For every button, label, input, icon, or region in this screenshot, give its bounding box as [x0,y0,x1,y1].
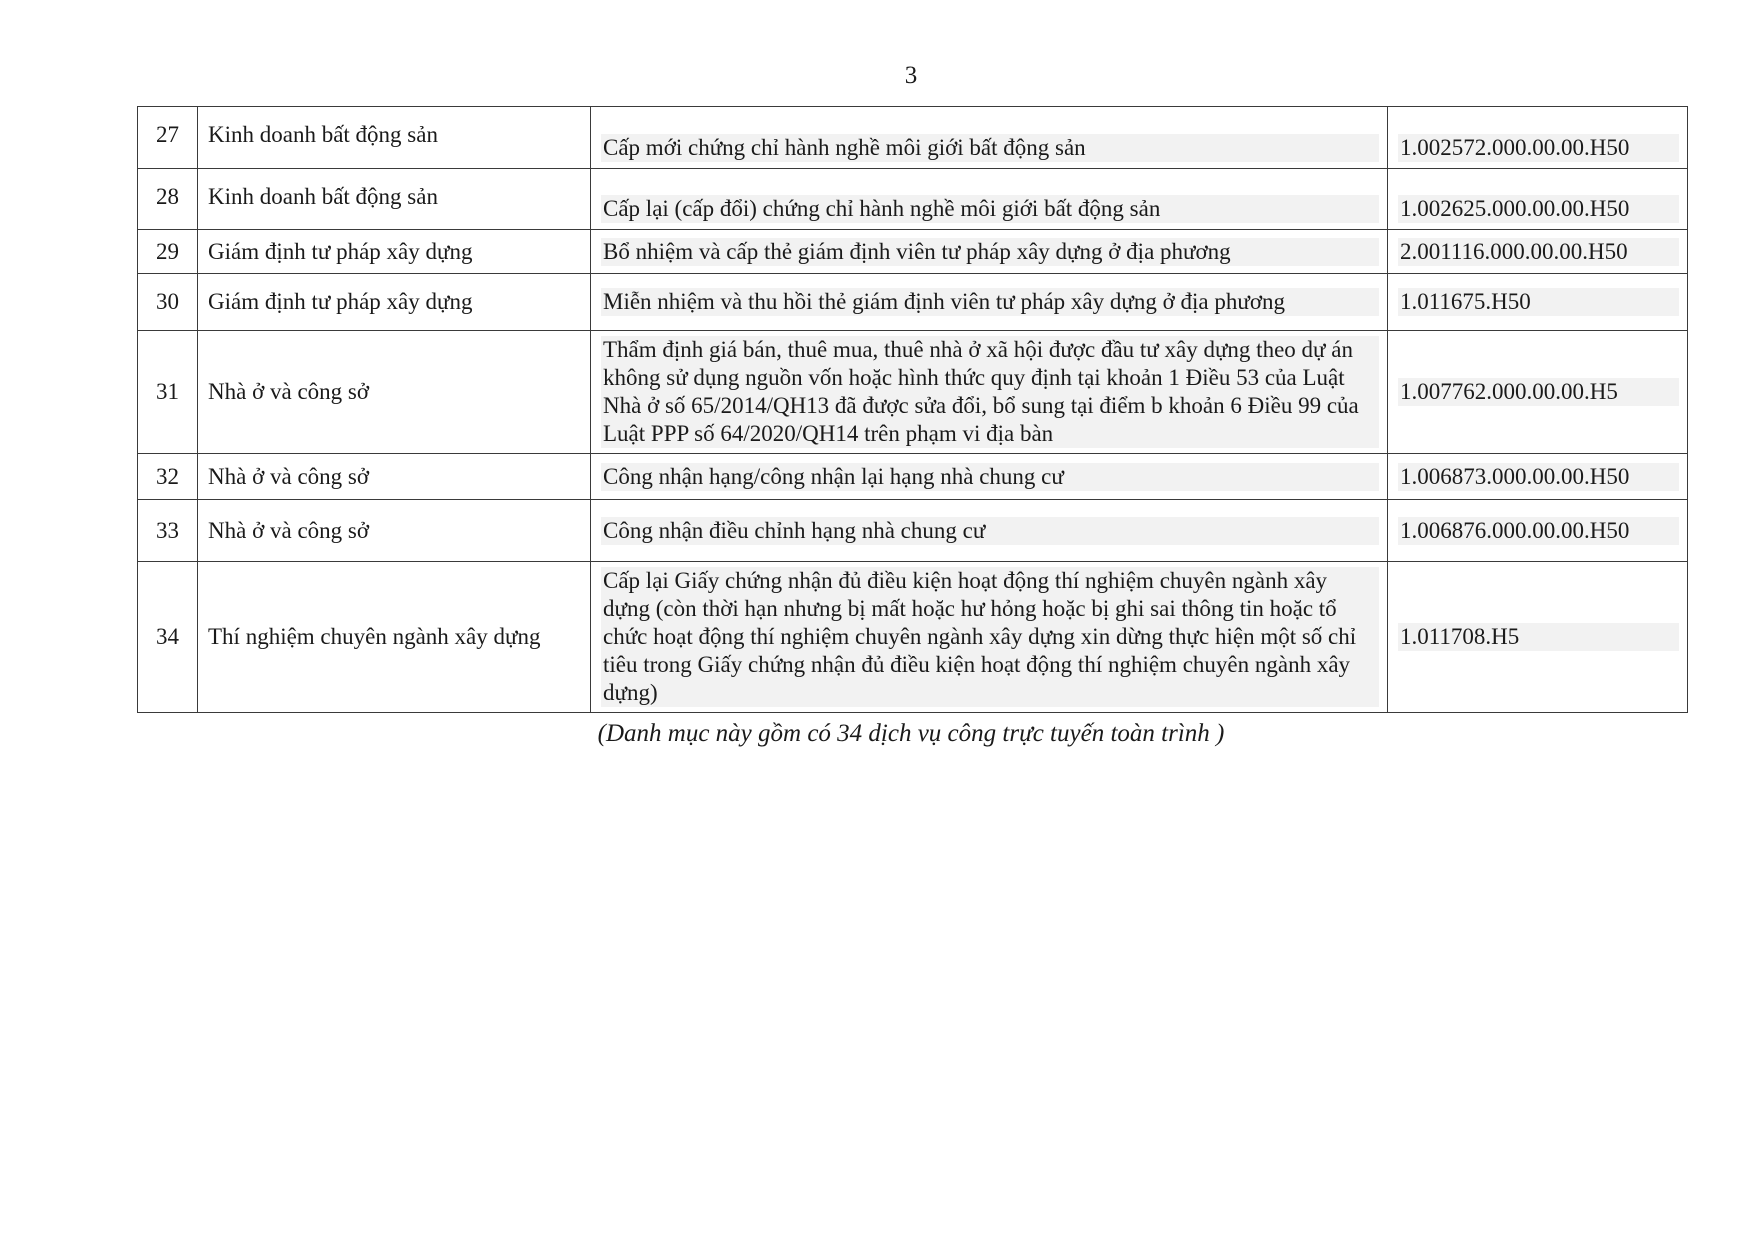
row-number: 30 [138,274,198,331]
code-cell [1388,331,1688,454]
page-number: 3 [904,62,918,89]
row-number: 29 [138,230,198,274]
code-cell [1388,454,1688,500]
table-row [138,169,1688,230]
procedure-cell [591,230,1388,274]
procedure-cell [591,562,1388,713]
procedure-text: Công nhận điều chỉnh hạng nhà chung cư [601,517,1379,545]
field-cell: Thí nghiệm chuyên ngành xây dựng [198,562,591,713]
footer-note: (Danh mục này gồm có 34 dịch vụ công trực tuyến toàn trình ) [597,720,1225,747]
row-number: 28 [138,169,198,230]
code-text: 1.002625.000.00.00.H50 [1398,195,1679,223]
code-cell [1388,274,1688,331]
row-number: 27 [138,107,198,169]
procedure-text: Cấp lại Giấy chứng nhận đủ điều kiện hoạt động thí nghiệm chuyên ngành xây dựng (còn thời hạn nhưng bị mất hoặc hư hỏng hoặc bị ghi sai thông tin hoặc tổ chức hoạt động thí nghiệm chuyên ngành xây dựng xin dừng thực hiện một số chỉ tiêu trong Giấy chứng nhận đủ điều kiện hoạt động thí nghiệm chuyên ngành xây dựng) [601,567,1379,707]
procedure-cell [591,331,1388,454]
code-text: 1.011708.H5 [1398,623,1679,651]
code-text: 1.007762.000.00.00.H5 [1398,378,1679,406]
field-cell: Giám định tư pháp xây dựng [198,274,591,331]
code-text: 1.002572.000.00.00.H50 [1398,134,1679,162]
field-cell: Kinh doanh bất động sản [198,107,591,169]
code-cell [1388,169,1688,230]
procedure-text: Miễn nhiệm và thu hồi thẻ giám định viên tư pháp xây dựng ở địa phương [601,288,1379,316]
table-row [138,454,1688,500]
procedure-text: Bổ nhiệm và cấp thẻ giám định viên tư pháp xây dựng ở địa phương [601,238,1379,266]
code-cell [1388,562,1688,713]
code-cell [1388,500,1688,562]
procedure-text: Cấp mới chứng chỉ hành nghề môi giới bất động sản [601,134,1379,162]
code-text: 1.006873.000.00.00.H50 [1398,463,1679,491]
procedure-text: Cấp lại (cấp đổi) chứng chỉ hành nghề môi giới bất động sản [601,195,1379,223]
table-row [138,500,1688,562]
table-row [138,274,1688,331]
table-row [138,562,1688,713]
procedure-text: Công nhận hạng/công nhận lại hạng nhà chung cư [601,463,1379,491]
code-text: 1.011675.H50 [1398,288,1679,316]
field-cell: Kinh doanh bất động sản [198,169,591,230]
table-row [138,230,1688,274]
field-cell: Nhà ở và công sở [198,500,591,562]
table-row [138,331,1688,454]
code-cell [1388,230,1688,274]
procedure-text: Thẩm định giá bán, thuê mua, thuê nhà ở xã hội được đầu tư xây dựng theo dự án không sử dụng nguồn vốn hoặc hình thức quy định tại khoản 1 Điều 53 của Luật Nhà ở số 65/2014/QH13 đã được sửa đổi, bổ sung tại điểm b khoản 6 Điều 99 của Luật PPP số 64/2020/QH14 trên phạm vi địa bàn [601,336,1379,448]
code-cell [1388,107,1688,169]
field-cell: Nhà ở và công sở [198,331,591,454]
code-text: 2.001116.000.00.00.H50 [1398,238,1679,266]
services-table-container [137,106,1687,713]
row-number: 31 [138,331,198,454]
procedure-cell [591,107,1388,169]
procedure-cell [591,500,1388,562]
field-cell: Giám định tư pháp xây dựng [198,230,591,274]
procedure-cell [591,274,1388,331]
procedure-cell [591,169,1388,230]
row-number: 32 [138,454,198,500]
field-cell: Nhà ở và công sở [198,454,591,500]
table-row [138,107,1688,169]
row-number: 33 [138,500,198,562]
code-text: 1.006876.000.00.00.H50 [1398,517,1679,545]
services-table [137,106,1688,713]
row-number: 34 [138,562,198,713]
procedure-cell [591,454,1388,500]
